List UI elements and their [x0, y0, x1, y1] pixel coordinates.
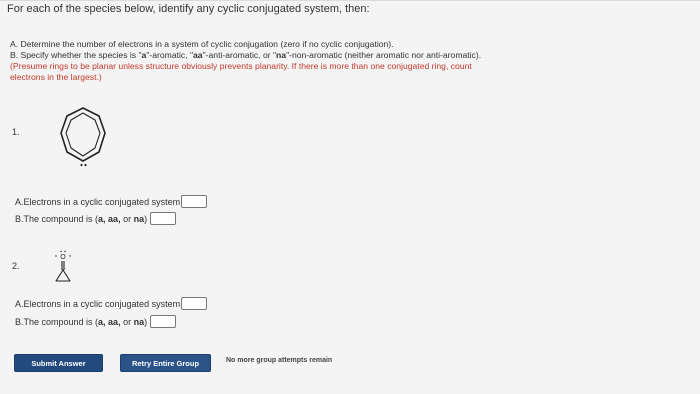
- instruction-a: A. Determine the number of electrons in a system of cyclic conjugation (zero if no cyclic conjugation).: [10, 39, 394, 49]
- question-1-electrons-input[interactable]: [181, 195, 207, 208]
- instructions: [10, 39, 690, 83]
- question-1-compound-input[interactable]: [150, 212, 176, 225]
- question-2-electrons-input[interactable]: [181, 297, 207, 310]
- cyclopropanone-structure: [52, 250, 74, 284]
- top-divider: [0, 0, 700, 1]
- question-2-part-a: [15, 297, 207, 310]
- instruction-b: B. Specify whether the species is "a"-aromatic, "aa"-anti-aromatic, or "na"-non-aromatic (neither aromatic nor anti-aromatic).: [10, 50, 482, 60]
- instruction-presume-1: (Presume rings to be planar unless structure obviously prevents planarity. If there is more than one conjugated ring, count: [10, 61, 472, 71]
- intro-text: For each of the species below, identify any cyclic conjugated system, then:: [7, 3, 370, 15]
- question-2-compound-input[interactable]: [150, 315, 176, 328]
- question-2-electrons-label: A.Electrons in a cyclic conjugated system: [15, 298, 181, 309]
- question-2-number: 2.: [12, 261, 20, 271]
- instruction-presume-2: electrons in the largest.): [10, 72, 102, 82]
- svg-text:O: O: [60, 254, 66, 261]
- submit-answer-button[interactable]: Submit Answer: [14, 354, 103, 372]
- question-2-compound-label: B.The compound is (a, aa, or na): [15, 316, 148, 327]
- attempts-remaining-note: No more group attempts remain: [226, 357, 333, 364]
- cycloheptatrienyl-anion-structure: [50, 101, 116, 169]
- question-1-part-b: [15, 212, 176, 225]
- question-1-part-a: [15, 195, 207, 208]
- question-2-part-b: [15, 315, 176, 328]
- question-1-compound-label: B.The compound is (a, aa, or na): [15, 213, 148, 224]
- retry-entire-group-button[interactable]: Retry Entire Group: [120, 354, 211, 372]
- question-1-number: 1.: [12, 127, 20, 137]
- question-1-electrons-label: A.Electrons in a cyclic conjugated system: [15, 196, 181, 207]
